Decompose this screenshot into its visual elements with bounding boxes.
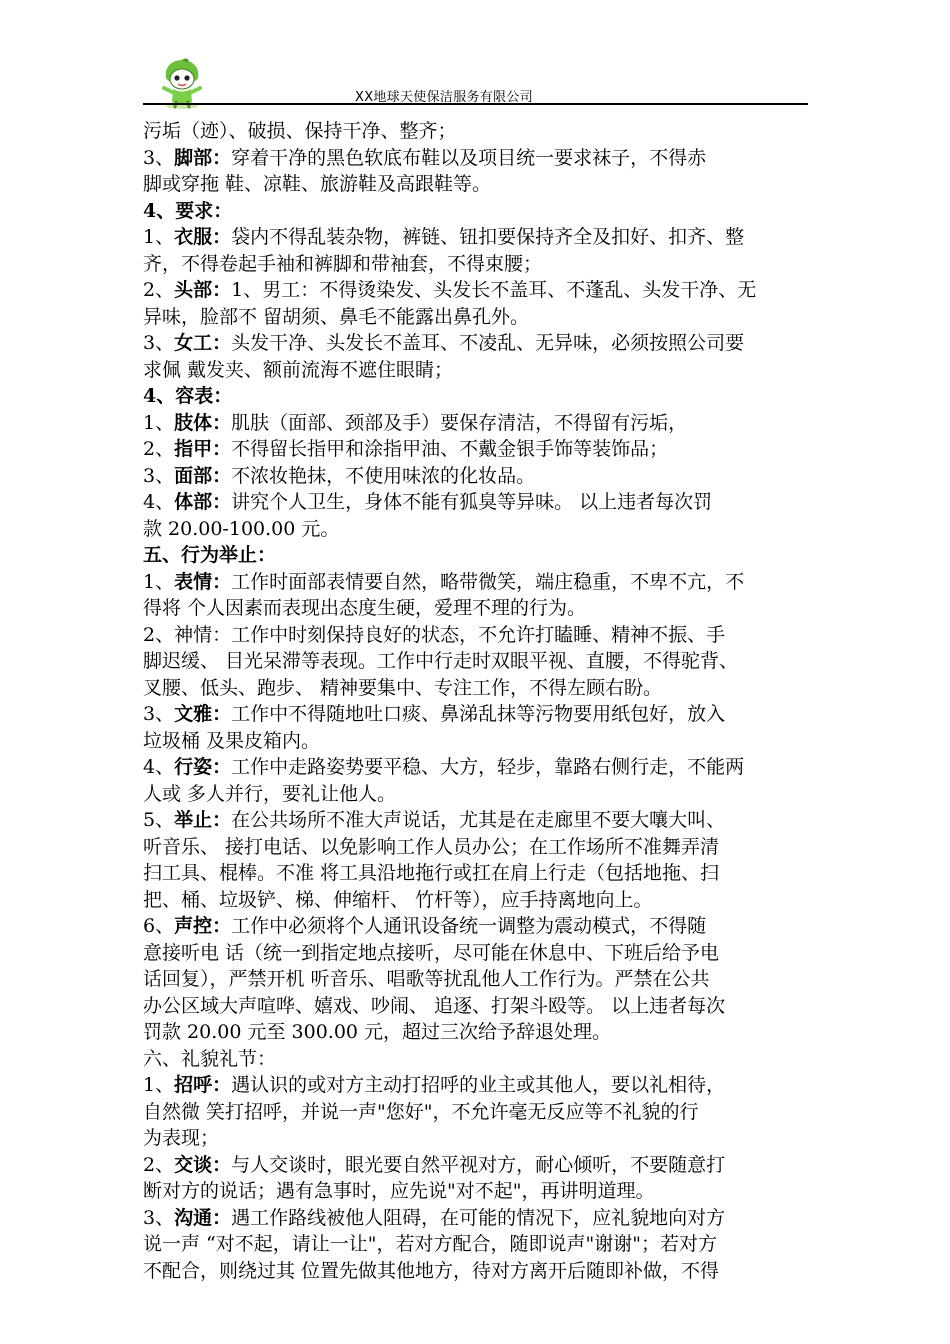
line-text: 意接听电 话（统一到指定地点接听，尽可能在休息中、下班后给予电 [143,941,720,964]
line-text: 扫工具、棍棒。不准 将工具沿地拖行或扛在肩上行走（包括地拖、扫 [143,862,720,884]
bold-term: 交谈： [174,1153,232,1176]
line-text: 垃圾桶 及果皮箱内。 [143,729,321,752]
line-text: 穿着干净的黑色软底布鞋以及项目统一要求袜子，不得赤 [231,146,707,169]
item-number: 1、 [143,411,175,434]
text-line [143,198,809,225]
text-line [143,648,809,675]
item-number: 4、 [143,756,175,778]
line-text: 齐，不得卷起手袖和裤脚和带袖套，不得束腰； [143,252,543,275]
bold-term: 行姿： [174,756,232,778]
line-text: 求佩 戴发夹、额前流海不遮住眼睛； [143,358,454,381]
line-text: 断对方的说话；遇有急事时，应先说"对不起"，再讲明道理。 [143,1180,655,1202]
line-text: 自然微 笑打招呼，并说一声"您好"，不允许毫无反应等不礼貌的行 [143,1100,699,1123]
bold-term: 表情： [174,570,232,593]
text-line [143,940,809,967]
line-text: 听音乐、 接打电话、以免影响工作人员办公；在工作场所不准舞弄清 [143,835,720,858]
line-text: 不得留长指甲和涂指甲油、不戴金银手饰等装饰品； [231,438,669,460]
text-line [143,357,809,384]
text-line [143,383,809,410]
text-line [143,1019,809,1046]
bold-term: 头部： [174,279,232,301]
line-text: 得将 个人因素而表现出态度生硬，爱理不理的行为。 [143,597,587,619]
line-text: 办公区域大声喧哗、嬉戏、吵闹、 追逐、打架斗殴等。 以上违者每次 [143,994,726,1017]
bold-term: 脚部： [174,146,232,169]
text-line [143,1258,809,1285]
text-line [143,1046,809,1073]
text-line [143,728,809,755]
text-line [143,251,809,278]
text-line [143,410,809,437]
text-line [143,993,809,1020]
line-text: 为表现； [143,1127,220,1149]
text-line [143,145,809,172]
text-line [143,675,809,702]
line-text: 遇工作路线被他人阻碍，在可能的情况下，应礼貌地向对方 [231,1206,726,1229]
line-text: 话回复），严禁开机 听音乐、唱歌等扰乱他人工作行为。严禁在公共 [143,968,710,990]
header-divider [143,103,808,105]
line-text: 工作时面部表情要自然，略带微笑，端庄稳重，不卑不亢，不 [231,570,745,593]
text-line [143,860,809,887]
line-text: 讲究个人卫生，身体不能有狐臭等异味。 以上违者每次罚 [231,491,713,513]
item-number: 3、 [143,464,175,487]
bold-term: 衣服： [174,226,232,248]
text-line [143,834,809,861]
text-line [143,701,809,728]
line-text: 头发干净、头发长不盖耳、不凌乱、无异味，必须按照公司要 [231,332,745,354]
text-line [143,304,809,331]
bold-term: 招呼： [174,1074,232,1096]
company-name: XX地球天使保洁服务有限公司 [355,90,534,105]
text-line [143,1205,809,1232]
line-text: 污垢（迹）、破损、保持干净、整齐； [143,120,457,142]
line-text: 人或 多人并行，要礼让他人。 [143,782,397,805]
text-line [143,171,809,198]
line-text: 与人交谈时，眼光要自然平视对方，耐心倾听，不要随意打 [231,1153,726,1176]
text-line [143,887,809,914]
text-line [143,463,809,490]
line-text: 六、礼貌礼节： [143,1047,277,1070]
item-number: 4、 [143,491,175,513]
text-line [143,1152,809,1179]
bold-term: 文雅： [174,703,232,725]
text-line [143,1072,809,1099]
bold-term: 4、容表： [143,385,233,407]
item-number: 1、 [143,226,175,248]
item-number: 3、 [143,146,175,169]
line-text: 不配合，则绕过其 位置先做其他地方，待对方离开后随即补做，不得 [143,1259,720,1282]
text-line [143,1178,809,1205]
line-text: 工作中走路姿势要平稳、大方，轻步，靠路右侧行走，不能两 [231,756,745,778]
text-line [143,569,809,596]
text-line [143,781,809,808]
text-line [143,436,809,463]
text-line [143,754,809,781]
item-number: 5、 [143,809,175,831]
item-number: 1、 [143,570,175,593]
text-line [143,622,809,649]
text-line [143,913,809,940]
line-text: 袋内不得乱装杂物，裤链、钮扣要保持齐全及扣好、扣齐、整 [231,226,745,248]
bold-term: 女工： [174,332,232,354]
bold-term: 五、行为举止： [143,544,277,566]
bold-term: 4、要求： [143,199,233,222]
text-line [143,489,809,516]
item-number: 2、 [143,279,175,301]
bold-term: 体部： [174,491,232,513]
text-line [143,1099,809,1126]
text-line [143,1125,809,1152]
line-text: 叉腰、低头、跑步、 精神要集中、专注工作，不得左顾右盼。 [143,676,663,699]
line-text: 把、桶、垃圾铲、梯、伸缩杆、 竹杆等），应手持离地向上。 [143,888,653,911]
line-text: 2、神情：工作中时刻保持良好的状态，不允许打瞌睡、精神不振、手 [143,623,726,646]
text-line [143,807,809,834]
text-line [143,542,809,569]
line-text: 不浓妆艳抹，不使用味浓的化妆品。 [231,464,536,487]
text-line [143,330,809,357]
line-text: 款 20.00-100.00 元。 [143,517,340,540]
item-number: 6、 [143,915,175,937]
text-line [143,516,809,543]
line-text: 罚款 20.00 元至 300.00 元，超过三次给予辞退处理。 [143,1021,612,1043]
text-line [143,1231,809,1258]
bold-term: 指甲： [174,438,232,460]
bold-term: 声控： [174,915,232,937]
text-line [143,224,809,251]
item-number: 2、 [143,438,175,460]
text-line [143,966,809,993]
line-text: 在公共场所不准大声说话，尤其是在走廊里不要大嚷大叫、 [231,809,726,831]
text-line [143,118,809,145]
document-body [143,118,809,1284]
line-text: 脚迟缓、 目光呆滞等表现。工作中行走时双眼平视、直腰，不得驼背、 [143,650,739,672]
item-number: 2、 [143,1153,175,1176]
bold-term: 面部： [174,464,232,487]
item-number: 1、 [143,1074,175,1096]
line-text: 异味，脸部不 留胡须、鼻毛不能露出鼻孔外。 [143,305,530,328]
bold-term: 沟通： [174,1206,232,1229]
line-text: 工作中必须将个人通讯设备统一调整为震动模式，不得随 [231,915,707,937]
line-text: 1、男工：不得烫染发、头发长不盖耳、不蓬乱、头发干净、无 [231,279,757,301]
line-text: 说一声 “对不起，请让一让"，若对方配合，随即说声"谢谢"；若对方 [143,1233,717,1255]
text-line [143,277,809,304]
item-number: 3、 [143,332,175,354]
item-number: 3、 [143,703,175,725]
line-text: 遇认识的或对方主动打招呼的业主或其他人，要以礼相待， [231,1074,726,1096]
bold-term: 举止： [174,809,232,831]
line-text: 肌肤（面部、颈部及手）要保存清洁，不得留有污垢， [231,411,688,434]
item-number: 3、 [143,1206,175,1229]
line-text: 脚或穿拖 鞋、凉鞋、旅游鞋及高跟鞋等。 [143,173,492,195]
bold-term: 肢体： [174,411,232,434]
line-text: 工作中不得随地吐口痰、鼻涕乱抹等污物要用纸包好，放入 [231,703,726,725]
text-line [143,595,809,622]
